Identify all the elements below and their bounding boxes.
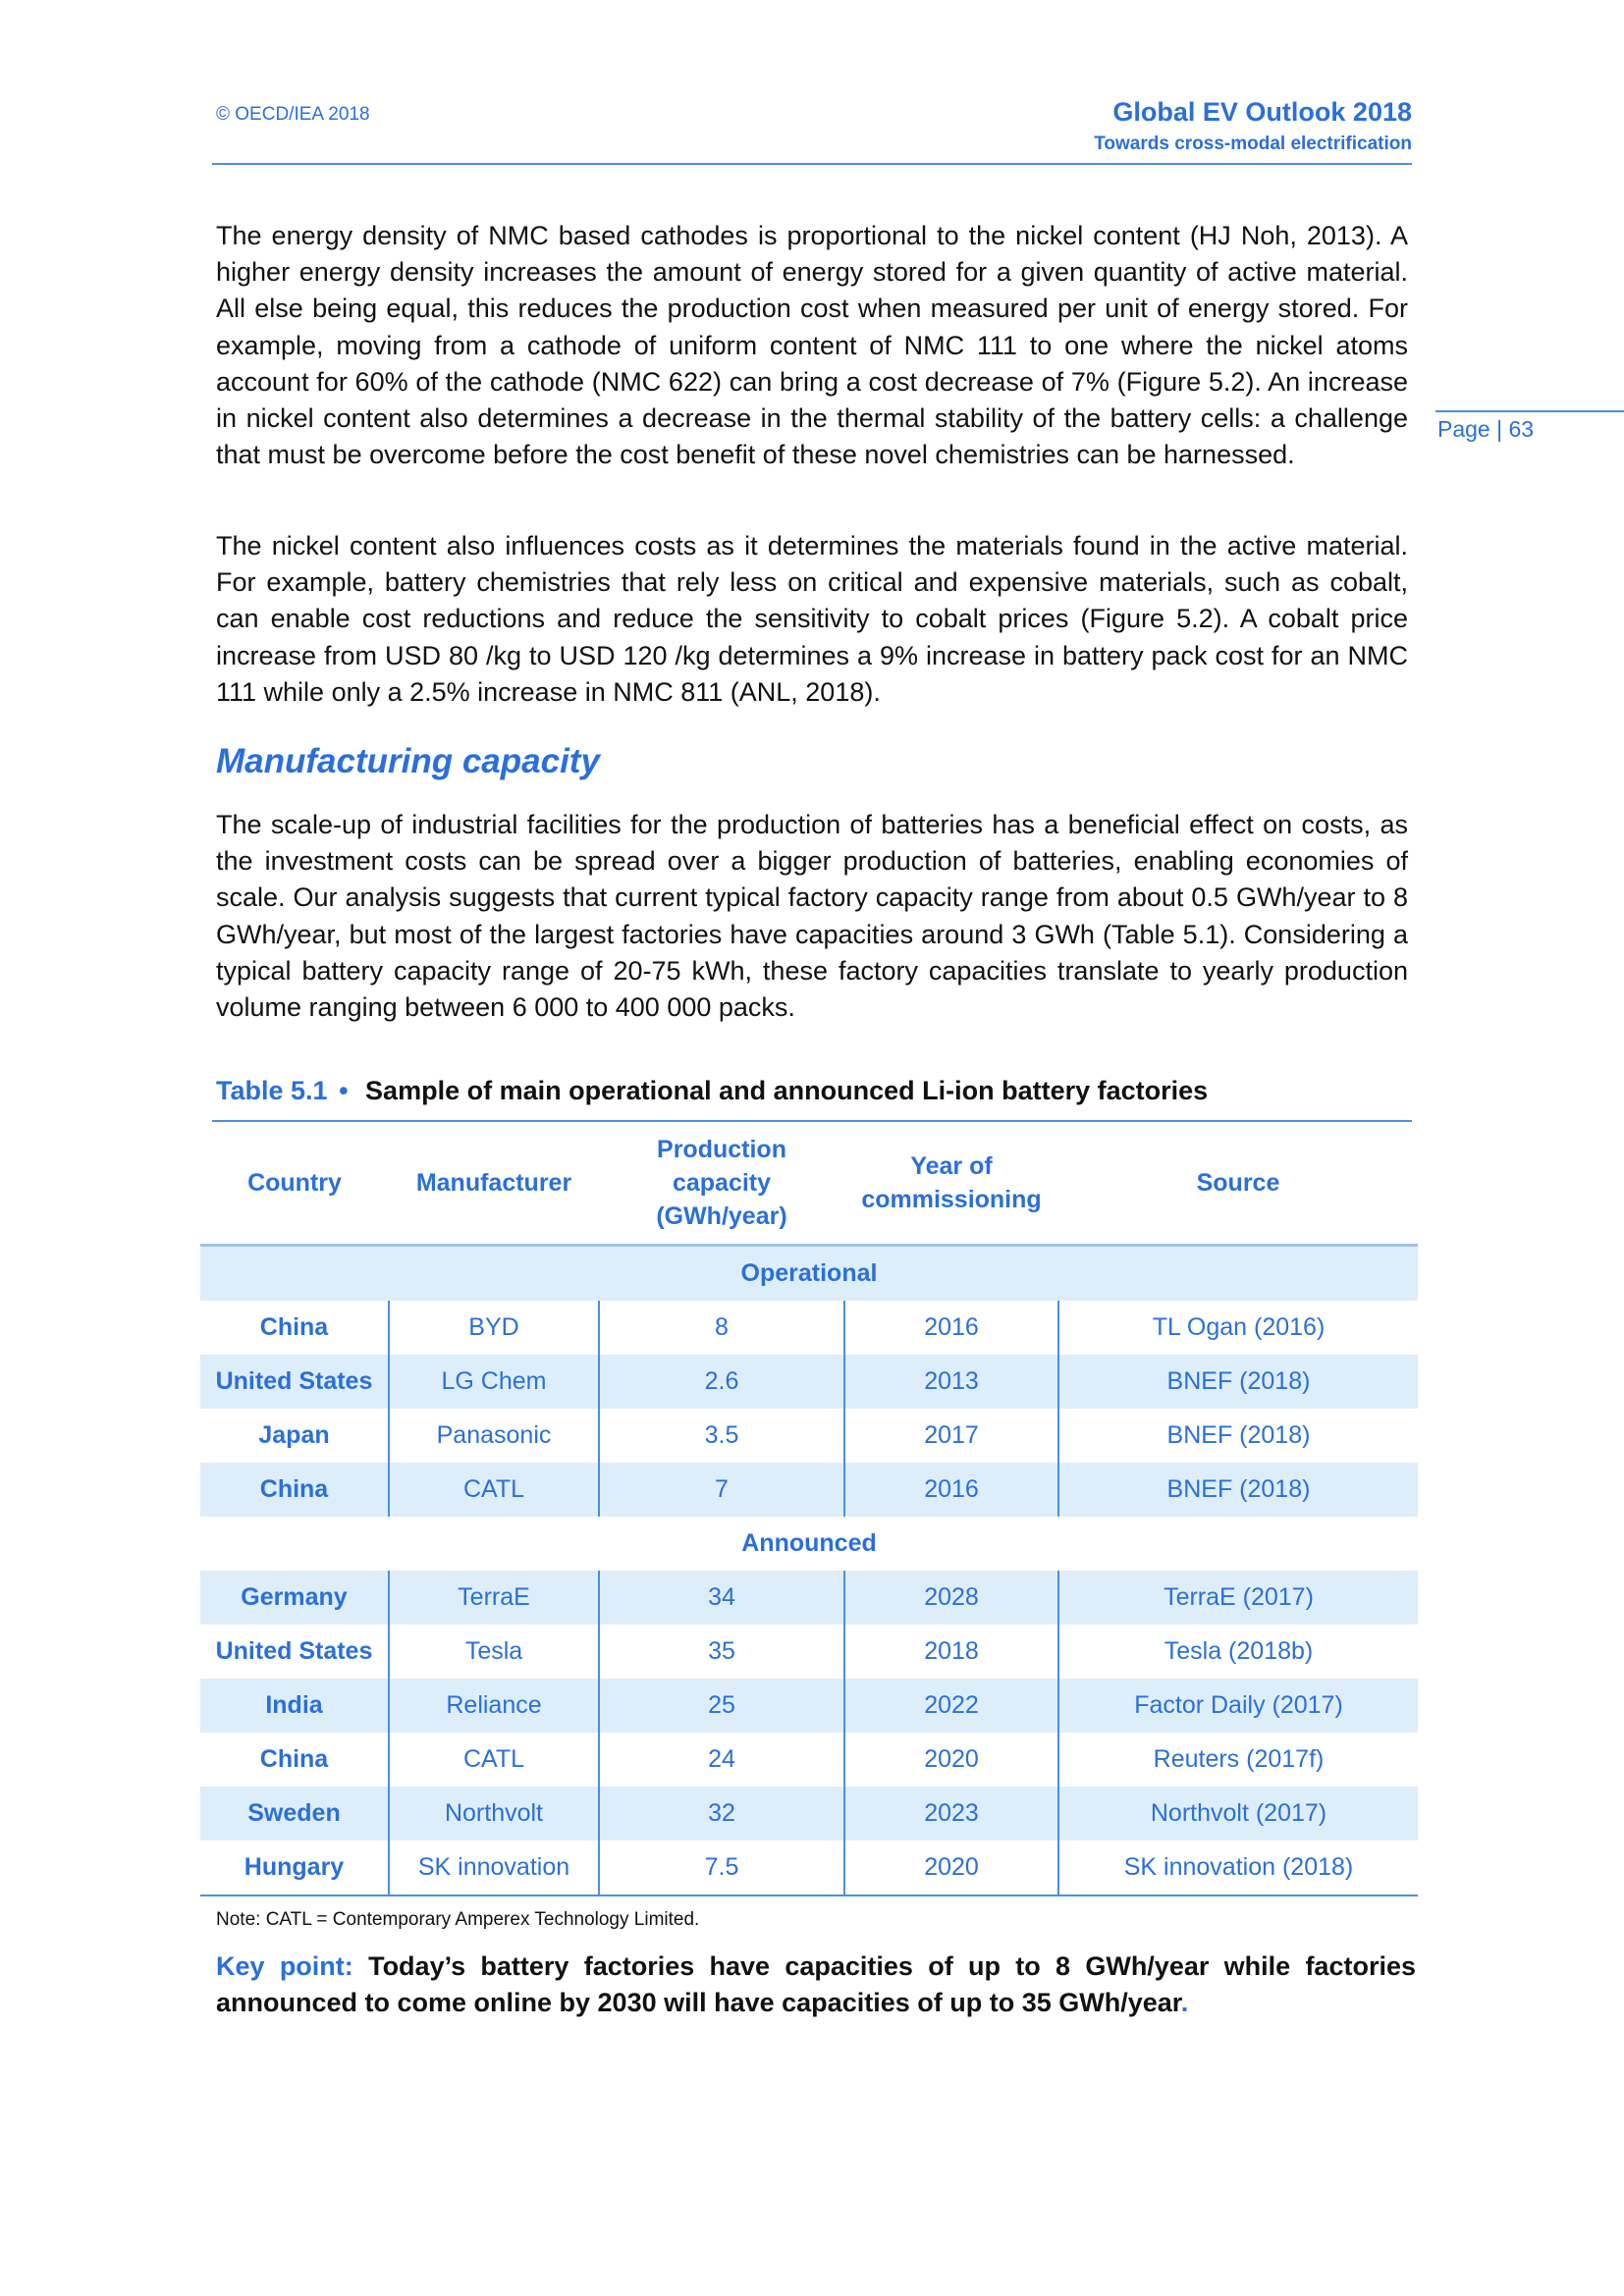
cell-source: Tesla (2018b) bbox=[1058, 1625, 1418, 1679]
cell-country: Germany bbox=[200, 1571, 389, 1625]
publication-title: Global EV Outlook 2018 bbox=[1112, 97, 1412, 127]
cell-country: China bbox=[200, 1463, 389, 1517]
cell-manufacturer: TerraE bbox=[389, 1571, 599, 1625]
cell-capacity: 34 bbox=[599, 1571, 844, 1625]
table-number: Table 5.1 bbox=[216, 1076, 328, 1105]
section-heading: Manufacturing capacity bbox=[216, 742, 600, 780]
cell-source: BNEF (2018) bbox=[1058, 1463, 1418, 1517]
body-paragraph-1: The energy density of NMC based cathodes is proportional to the nickel content (HJ Noh, 2013). A higher energy density increases the amount of energy stored for a given quantity of active material. All else being equal, this reduces the production cost when measured per unit of energy stored. For example, moving from a cathode of uniform content of NMC 111 to one where the nickel atoms account for 60% of the cathode (NMC 622) can bring a cost decrease of 7% (Figure 5.2). An increase in nickel content also determines a decrease in the thermal stability of the battery cells: a challenge that must be overcome before the cost benefit of these novel chemistries can be harnessed. bbox=[216, 221, 1408, 470]
cell-year: 2018 bbox=[844, 1625, 1058, 1679]
table-title: Sample of main operational and announced Li-ion battery factories bbox=[365, 1076, 1209, 1105]
header-capacity-line-1: Production bbox=[657, 1136, 786, 1163]
body-paragraph-3: The scale-up of industrial facilities for the production of batteries has a beneficial effect on costs, as the investment costs can be spread over a bigger production of batteries, enabling economies of scale. Our analysis suggests that current typical factory capacity range from about 0.5 GWh/year to 8 GWh/year, but most of the largest factories have capacities around 3 GWh (Table 5.1). Considering a typical battery capacity range of 20-75 kWh, these factory capacities translate to yearly production volume ranging between 6 000 to 400 000 packs. bbox=[216, 810, 1408, 1023]
header-year-line-1: Year of bbox=[910, 1152, 993, 1180]
header-source: Source bbox=[1058, 1122, 1418, 1246]
cell-source: TL Ogan (2016) bbox=[1058, 1301, 1418, 1355]
table-row bbox=[200, 1733, 1418, 1787]
cell-capacity: 8 bbox=[599, 1301, 844, 1355]
group-row-announced bbox=[200, 1517, 1418, 1571]
publication-subtitle: Towards cross-modal electrification bbox=[1094, 133, 1412, 155]
cell-country: Japan bbox=[258, 1421, 330, 1449]
page-number: Page | 63 bbox=[1437, 416, 1535, 442]
cell-capacity: 7.5 bbox=[599, 1841, 844, 1896]
body-paragraph-1-block bbox=[216, 218, 1408, 473]
group-label-operational: Operational bbox=[200, 1246, 1418, 1302]
key-point-text: Today’s battery factories have capacities of up to 8 GWh/year while factories announced to come online by 2030 will have capacities of up to 35 GWh/year bbox=[216, 1951, 1416, 2018]
header-divider bbox=[212, 163, 1412, 165]
cell-manufacturer: Northvolt bbox=[389, 1787, 599, 1841]
cell-country: United States bbox=[200, 1355, 389, 1409]
cell-year: 2028 bbox=[844, 1571, 1058, 1625]
table-row bbox=[200, 1301, 1418, 1355]
header-manufacturer: Manufacturer bbox=[389, 1122, 599, 1246]
cell-capacity: 3.5 bbox=[599, 1409, 844, 1463]
cell-year: 2020 bbox=[844, 1841, 1058, 1896]
cell-source: BNEF (2018) bbox=[1058, 1355, 1418, 1409]
caption-bullet-icon: • bbox=[339, 1076, 349, 1105]
cell-country: Hungary bbox=[200, 1841, 389, 1896]
cell-year: 2016 bbox=[844, 1463, 1058, 1517]
cell-manufacturer: SK innovation bbox=[389, 1841, 599, 1896]
table-row bbox=[200, 1355, 1418, 1409]
cell-country: China bbox=[259, 1745, 329, 1773]
table-note: Note: CATL = Contemporary Amperex Technology Limited. bbox=[216, 1909, 700, 1930]
group-label-announced: Announced bbox=[200, 1517, 1418, 1571]
cell-country: India bbox=[200, 1679, 389, 1733]
cell-capacity: 25 bbox=[599, 1679, 844, 1733]
cell-capacity: 35 bbox=[599, 1625, 844, 1679]
key-point bbox=[216, 1949, 1416, 2021]
cell-source: SK innovation (2018) bbox=[1058, 1841, 1418, 1896]
cell-year: 2016 bbox=[844, 1301, 1058, 1355]
cell-capacity: 2.6 bbox=[599, 1355, 844, 1409]
cell-source: TerraE (2017) bbox=[1058, 1571, 1418, 1625]
cell-capacity: 24 bbox=[599, 1733, 844, 1787]
header-capacity-line-2: capacity bbox=[672, 1169, 772, 1197]
key-point-period: . bbox=[1180, 1988, 1189, 2018]
cell-source: BNEF (2018) bbox=[1058, 1409, 1418, 1463]
table-row bbox=[200, 1679, 1418, 1733]
cell-manufacturer: Panasonic bbox=[389, 1409, 599, 1463]
table-row bbox=[200, 1409, 1418, 1463]
header-year bbox=[844, 1122, 1058, 1246]
cell-manufacturer: LG Chem bbox=[389, 1355, 599, 1409]
table-header-row bbox=[200, 1122, 1418, 1246]
header-capacity-line-3: (GWh/year) bbox=[656, 1202, 787, 1230]
table-row bbox=[200, 1787, 1418, 1841]
cell-manufacturer: CATL bbox=[389, 1463, 599, 1517]
cell-year: 2017 bbox=[844, 1409, 1058, 1463]
cell-year: 2020 bbox=[844, 1733, 1058, 1787]
key-point-label: Key point: bbox=[216, 1951, 353, 1981]
table-row bbox=[200, 1463, 1418, 1517]
battery-factories-table bbox=[200, 1122, 1418, 1896]
cell-capacity: 32 bbox=[599, 1787, 844, 1841]
cell-manufacturer: BYD bbox=[389, 1301, 599, 1355]
group-row-operational bbox=[200, 1246, 1418, 1302]
cell-source: Northvolt (2017) bbox=[1058, 1787, 1418, 1841]
page-number-divider bbox=[1435, 410, 1624, 412]
cell-manufacturer: Tesla bbox=[389, 1625, 599, 1679]
cell-source: Factor Daily (2017) bbox=[1058, 1679, 1418, 1733]
body-paragraph-2: The nickel content also influences costs as it determines the materials found in the active material. For example, battery chemistries that rely less on critical and expensive materials, such as cobalt, can enable cost reductions and reduce the sensitivity to cobalt prices (Figure 5.2). A cobalt price increase from USD 80 /kg to USD 120 /kg determines a 9% increase in battery pack cost for an NMC 111 while only a 2.5% increase in NMC 811 (ANL, 2018). bbox=[216, 531, 1408, 707]
cell-country: China bbox=[259, 1313, 329, 1341]
header-year-line-2: commissioning bbox=[861, 1186, 1042, 1213]
cell-country: Sweden bbox=[200, 1787, 389, 1841]
cell-year: 2023 bbox=[844, 1787, 1058, 1841]
copyright-notice: © OECD/IEA 2018 bbox=[216, 104, 370, 125]
table-caption bbox=[216, 1076, 1208, 1106]
table-row bbox=[200, 1571, 1418, 1625]
cell-manufacturer: CATL bbox=[389, 1733, 599, 1787]
cell-source: Reuters (2017f) bbox=[1058, 1733, 1418, 1787]
running-header bbox=[1094, 96, 1412, 155]
body-paragraph-2-block bbox=[216, 528, 1408, 711]
table-row bbox=[200, 1841, 1418, 1896]
header-country: Country bbox=[200, 1122, 389, 1246]
cell-year: 2013 bbox=[844, 1355, 1058, 1409]
body-paragraph-3-block bbox=[216, 807, 1408, 1026]
cell-year: 2022 bbox=[844, 1679, 1058, 1733]
cell-country: United States bbox=[215, 1637, 373, 1665]
cell-capacity: 7 bbox=[599, 1463, 844, 1517]
header-capacity bbox=[599, 1122, 844, 1246]
cell-manufacturer: Reliance bbox=[389, 1679, 599, 1733]
table-row bbox=[200, 1625, 1418, 1679]
